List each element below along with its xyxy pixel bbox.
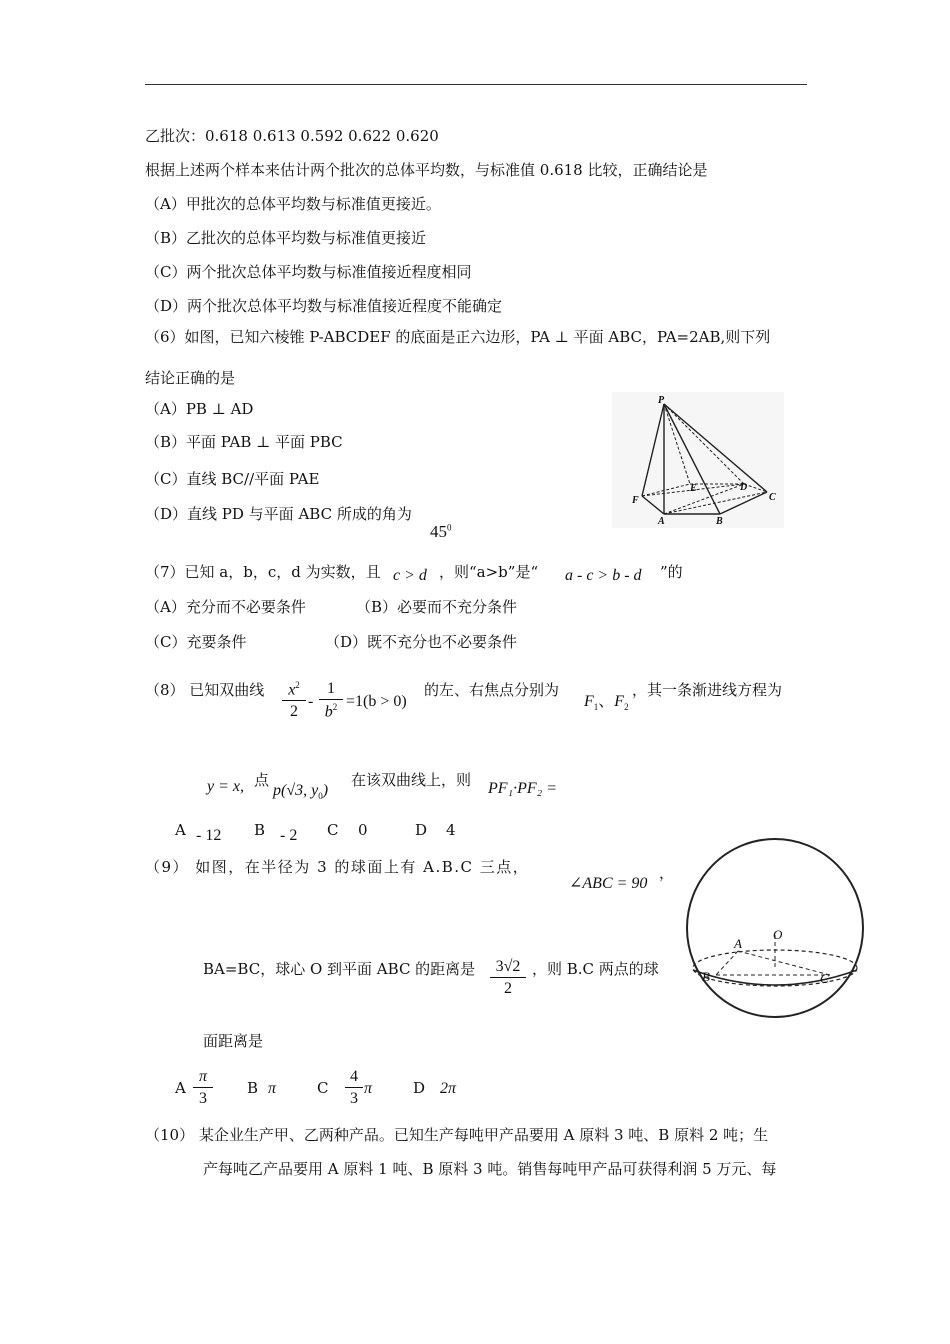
sphere-label-a: A: [734, 936, 742, 951]
sphere-label-c: C: [820, 971, 829, 986]
q9-option-a-value: $\frac{\pi}{3}$: [193, 1068, 213, 1108]
q8-option-b-label: B: [254, 821, 266, 839]
q8-equals: =1(b > 0): [346, 693, 407, 710]
label-d: D: [740, 482, 748, 493]
q8-stem-a: （8） 已知双曲线: [145, 681, 265, 699]
line-question-stem: 根据上述两个样本来估计两个批次的总体平均数，与标准值 0.618 比较，正确结论是: [145, 161, 708, 179]
q8-dot-product: PF₁·PF₂ =: [488, 780, 558, 797]
label-e: E: [690, 483, 697, 494]
sphere-figure: [680, 835, 870, 1025]
option-d: （D）两个批次总体平均数与标准值接近程度不能确定: [145, 297, 503, 315]
q8-fraction-b: $\frac{1}{b^2}$: [319, 680, 343, 721]
q6-stem-cont: 结论正确的是: [145, 369, 236, 387]
q7-option-d: （D）既不充分也不必要条件: [325, 633, 518, 651]
q8-stem-d: 在该双曲线上，则: [351, 771, 472, 789]
q8-option-d-value: 4: [446, 821, 456, 839]
option-a: （A）甲批次的总体平均数与标准值更接近。: [145, 195, 441, 213]
sphere-label-b: B: [702, 969, 710, 984]
q8-asymptote: y = x,: [207, 778, 244, 795]
q9-stem-a: （9） 如图，在半径为 3 的球面上有 A.B.C 三点，: [145, 858, 530, 876]
pyramid-figure: [612, 392, 784, 528]
q9-stem-d: 面距离是: [203, 1032, 264, 1050]
q8-option-b-value: - 2: [280, 827, 298, 844]
q9-option-b-label: B: [247, 1079, 259, 1097]
q6-option-c: （C）直线 BC//平面 PAE: [145, 470, 320, 488]
q8-point-word: 点: [254, 771, 270, 789]
label-p: P: [658, 395, 665, 406]
label-c: C: [769, 492, 776, 503]
q8-stem-b: 的左、右焦点分别为: [424, 681, 560, 699]
option-c: （C）两个批次总体平均数与标准值接近程度相同: [145, 263, 472, 281]
q6-option-a: （A）PB ⊥ AD: [145, 400, 254, 418]
q10-stem-b: 产每吨乙产品要用 A 原料 1 吨、B 原料 3 吨。销售每吨甲产品可获得利润 5 万元、每: [203, 1160, 777, 1178]
q9-distance-fraction: $\frac{3√2}{2}$: [490, 958, 526, 998]
q9-stem-c: ，则 B.C 两点的球: [532, 960, 659, 978]
q8-option-a-value: - 12: [196, 827, 222, 844]
q7-stem-a: （7）已知 a，b，c，d 为实数，且: [145, 563, 381, 581]
q8-minus: -: [308, 693, 314, 710]
q8-option-a-label: A: [175, 821, 186, 839]
q9-option-d-label: D: [413, 1079, 426, 1097]
q7-option-a: （A）充分而不必要条件: [145, 598, 306, 616]
q6-angle: $45^0$: [430, 522, 452, 541]
q8-fraction-x: $\frac{x^2}{2}$: [282, 680, 306, 721]
q8-option-c-value: 0: [358, 821, 368, 839]
q9-comma: ，: [659, 864, 675, 882]
q9-option-c-pi: π: [364, 1080, 373, 1097]
q10-stem-a: （10） 某企业生产甲、乙两种产品。已知生产每吨甲产品要用 A 原料 3 吨、B 原料 2 吨；生: [145, 1126, 769, 1144]
sphere-label-o: O: [773, 927, 783, 942]
label-b: B: [716, 516, 723, 527]
q7-stem-b: ，则“a>b”是“: [439, 563, 539, 581]
q7-condition: c > d: [393, 567, 427, 584]
q7-option-b: （B）必要而不充分条件: [356, 598, 518, 616]
q8-option-c-label: C: [327, 821, 339, 839]
q8-stem-c: ，其一条渐进线方程为: [632, 681, 783, 699]
q9-stem-b: BA=BC，球心 O 到平面 ABC 的距离是: [203, 960, 476, 978]
header-rule: [145, 84, 807, 85]
q9-option-d-value: 2π: [440, 1080, 457, 1097]
q8-foci: $F_1$、$F_2$: [584, 693, 629, 713]
q9-option-b-value: π: [268, 1080, 277, 1097]
q9-angle: ∠ABC = 90: [569, 875, 648, 892]
q9-option-c-fraction: $\frac{4}{3}$: [345, 1068, 363, 1108]
q9-option-a-label: A: [175, 1079, 186, 1097]
q8-point: p(√3, $y_0$): [273, 782, 329, 802]
q6-stem: （6）如图，已知六棱锥 P-ABCDEF 的底面是正六边形，PA ⊥ 平面 ABC，PA=2AB,则下列: [145, 328, 771, 346]
q9-option-c-label: C: [317, 1079, 329, 1097]
q7-expression: a - c > b - d: [565, 567, 642, 584]
q6-option-d: （D）直线 PD 与平面 ABC 所成的角为: [145, 505, 412, 523]
label-a: A: [658, 516, 665, 527]
q7-option-c: （C）充要条件: [145, 633, 247, 651]
line-batch-b: 乙批次：0.618 0.613 0.592 0.622 0.620: [145, 127, 439, 145]
q8-option-d-label: D: [415, 821, 428, 839]
option-b: （B）乙批次的总体平均数与标准值更接近: [145, 229, 427, 247]
label-f: F: [632, 495, 639, 506]
q7-stem-c: ”的: [660, 563, 683, 581]
q6-option-b: （B）平面 PAB ⊥ 平面 PBC: [145, 433, 343, 451]
